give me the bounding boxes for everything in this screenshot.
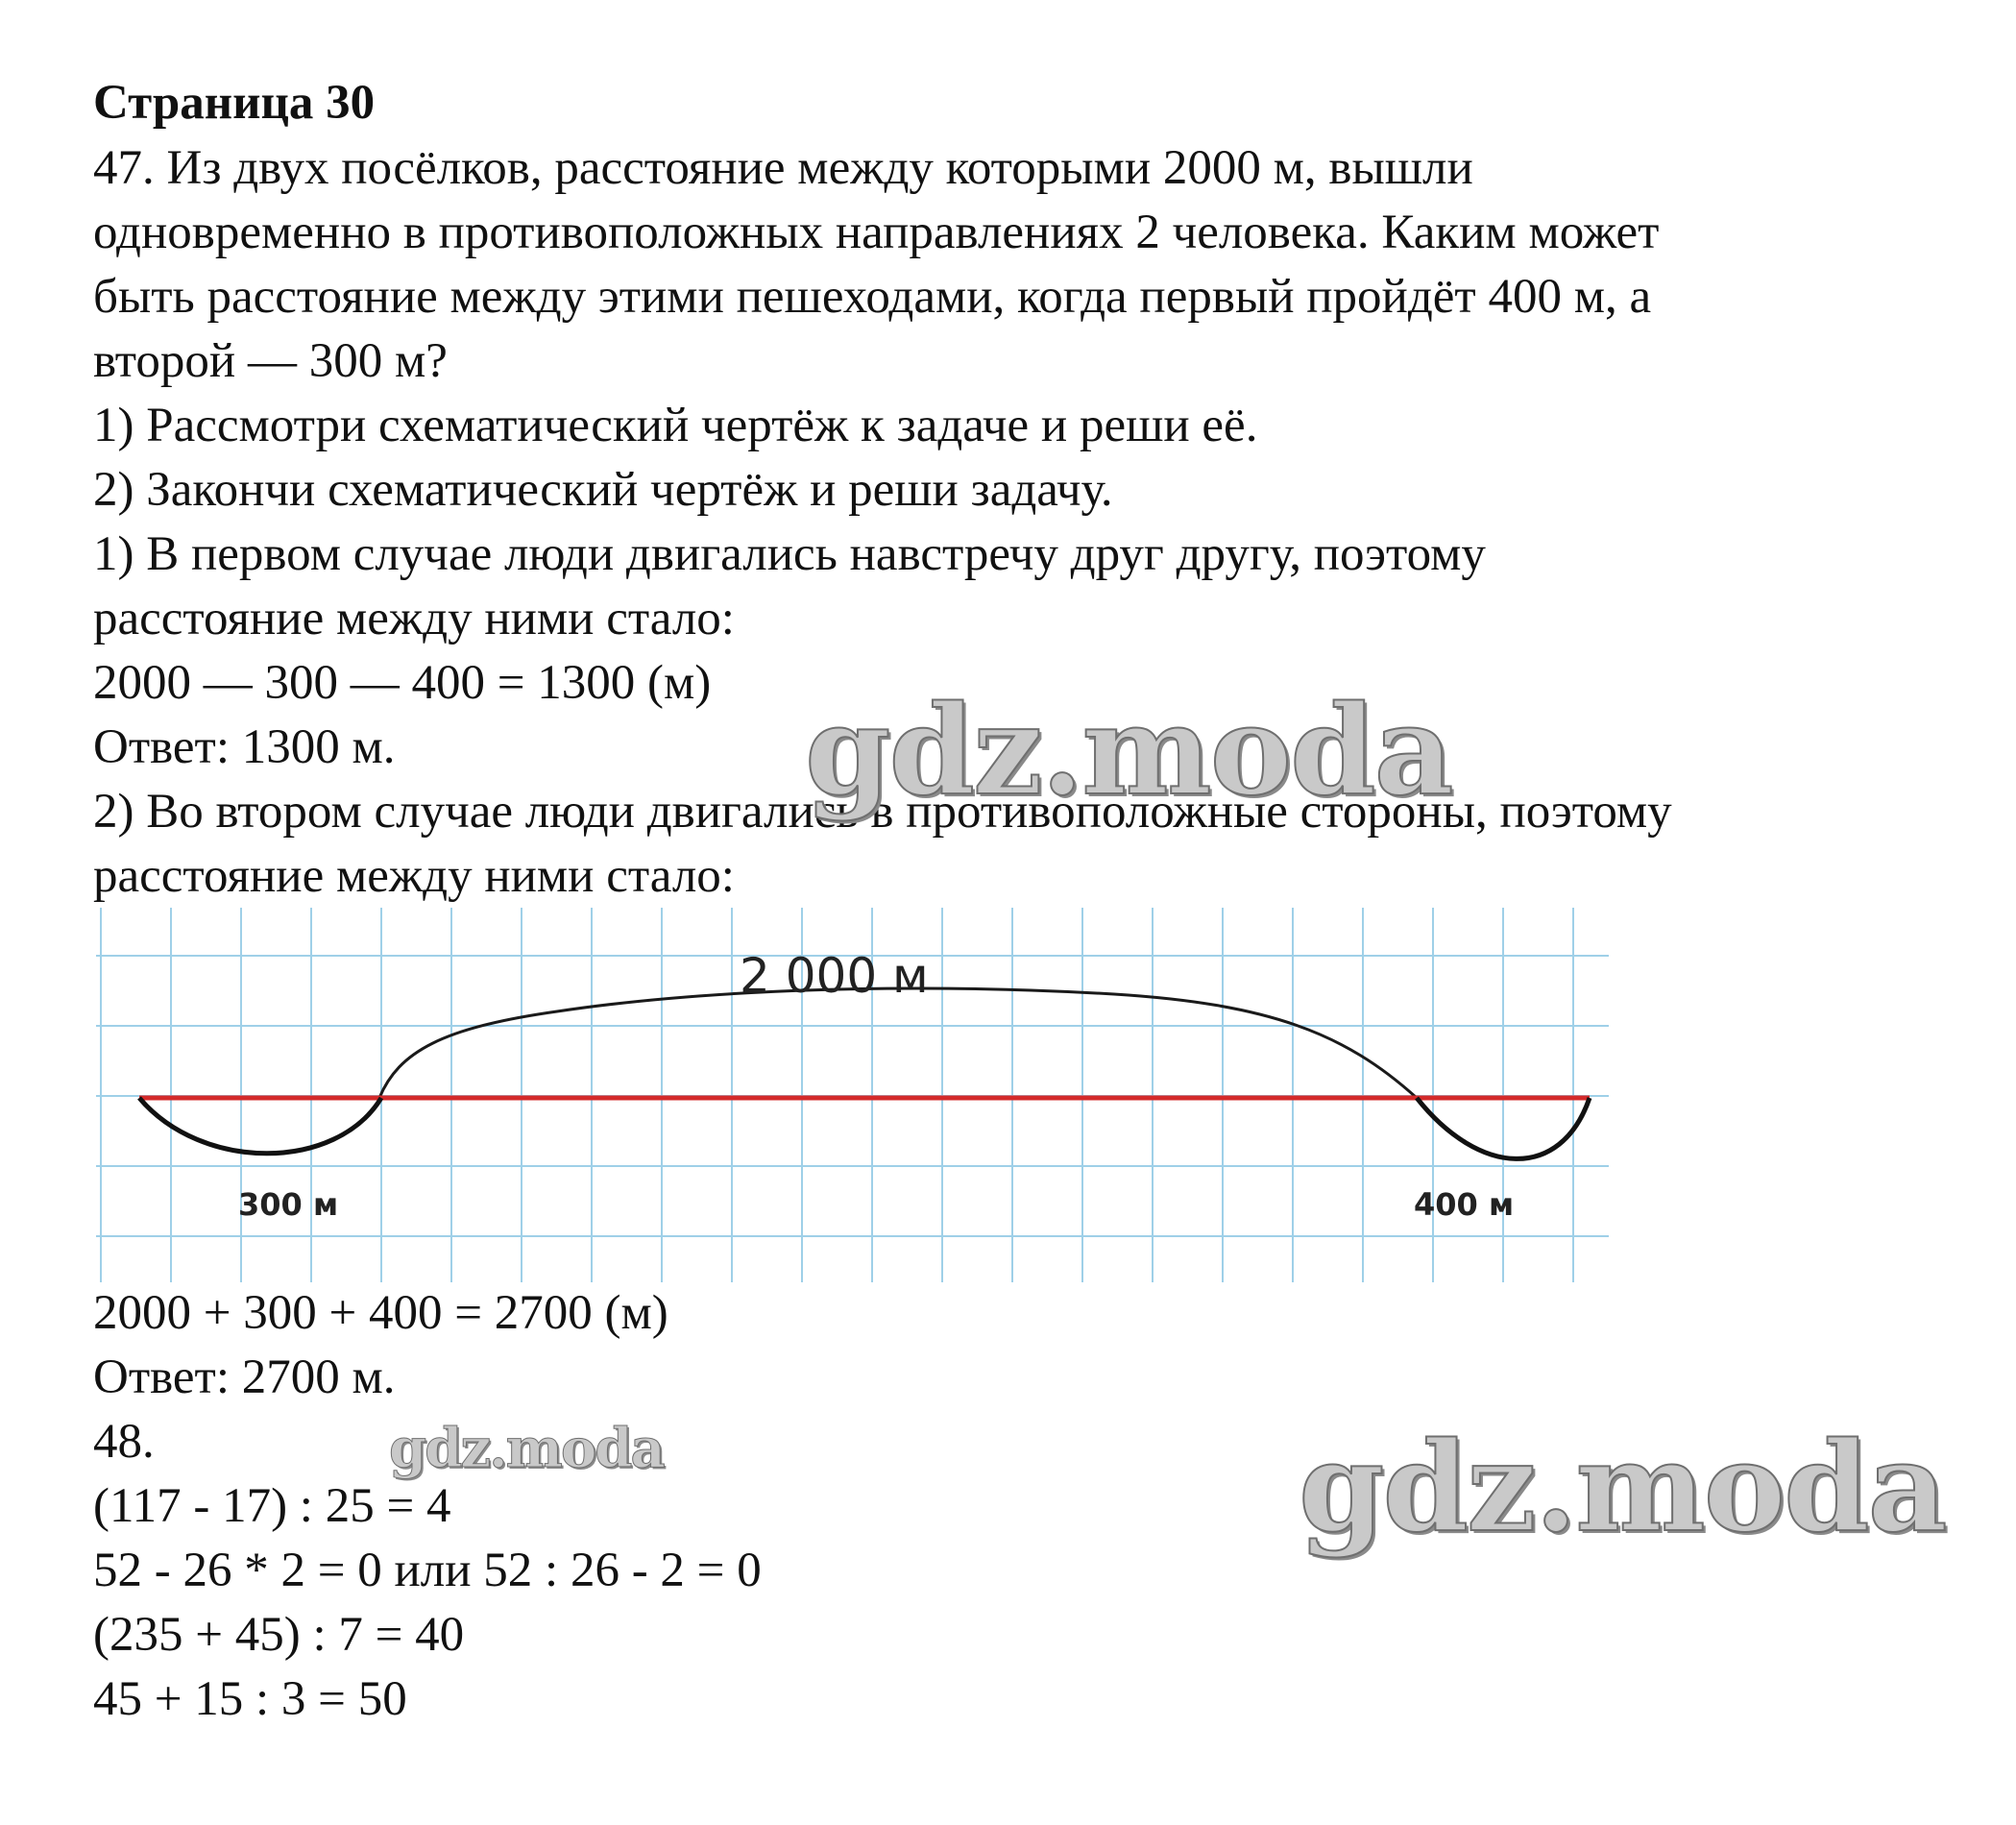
task-text-line: второй — 300 м? [93,334,448,388]
task-text-line: 47. Из двух посёлков, расстояние между которыми 2000 м, вышли [93,141,1473,195]
task-text-line: одновременно в противоположных направлениях 2 человека. Каким может [93,206,1660,259]
task-text-line: 2) Закончи схематический чертёж и реши задачу. [93,463,1113,517]
right-distance-label: 400 м [1414,1186,1515,1223]
expression-line: 45 + 15 : 3 = 50 [93,1672,407,1726]
expression-line: (117 - 17) : 25 = 4 [93,1479,451,1533]
solution-text-line: расстояние между ними стало: [93,849,735,903]
watermark: gdz.moda [805,679,1452,823]
page-title: Страница 30 [93,76,376,130]
watermark: gdz.moda [389,1417,664,1480]
task-text-line: быть расстояние между этими пешеходами, когда первый пройдёт 400 м, а [93,270,1652,324]
task-text-line: 1) Рассмотри схематический чертёж к задаче и реши её. [93,399,1258,452]
solution-equation: 2000 — 300 — 400 = 1300 (м) [93,656,712,710]
distance-diagram [96,908,1609,1282]
left-distance-arc [139,1098,381,1154]
total-distance-label: 2 000 м [740,948,929,1004]
solution-answer: Ответ: 2700 м. [93,1350,396,1404]
solution-answer: Ответ: 1300 м. [93,720,396,774]
solution-text-line: 2) Во втором случае люди двигались в противоположные стороны, поэтому [93,785,1672,839]
solution-equation: 2000 + 300 + 400 = 2700 (м) [93,1286,668,1340]
solution-text-line: 1) В первом случае люди двигались навстречу друг другу, поэтому [93,527,1486,581]
left-distance-label: 300 м [238,1186,339,1223]
expression-line: (235 + 45) : 7 = 40 [93,1608,465,1662]
solution-text-line: расстояние между ними стало: [93,592,735,645]
task-number: 48. [93,1415,155,1469]
expression-line: 52 - 26 * 2 = 0 или 52 : 26 - 2 = 0 [93,1544,762,1597]
watermark: gdz.moda [1299,1416,1946,1560]
total-distance-arc [379,988,1417,1098]
